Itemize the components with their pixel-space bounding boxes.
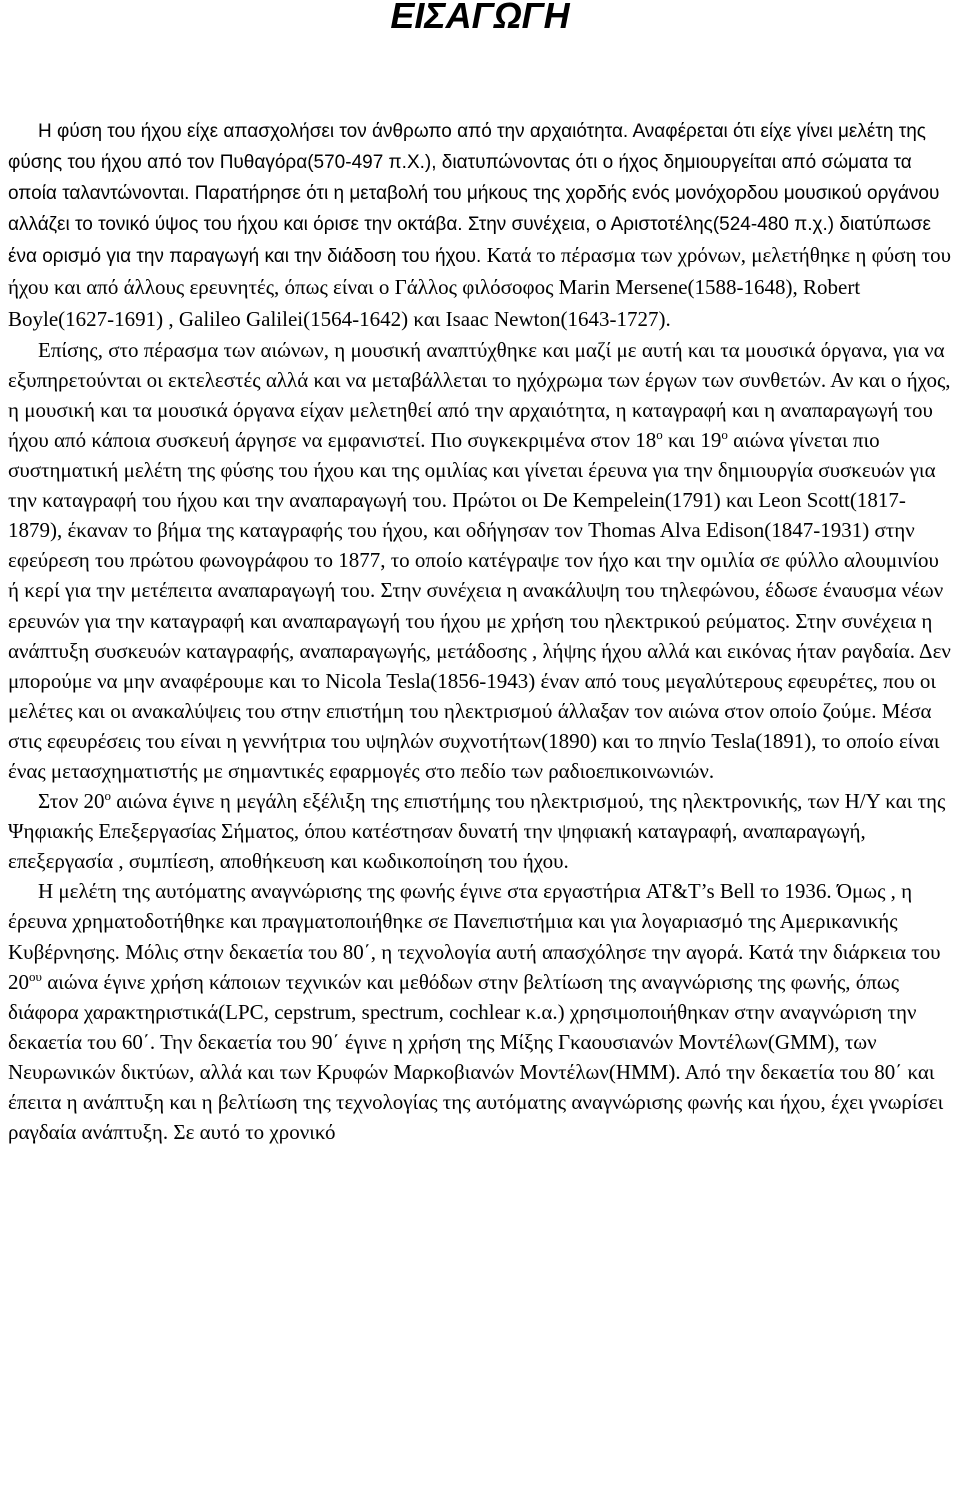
paragraph-2-text-b: και 19 bbox=[662, 427, 722, 452]
page-title: ΕΙΣΑΓΩΓΗ bbox=[390, 0, 570, 36]
paragraph-4-text-a: Η μελέτη της αυτόματης αναγνώρισης της φωνής έγινε στα εργαστήρια AT&T’s Bell το 1936. Όμως , η έρευνα χρηματοδοτήθηκε και πραγματοποιήθηκε σε Πανεπιστήμια και για λογαριασμό της Αμερικανικής Κυβέρνησης. Μόλις στην δεκαετία του 80΄, η τεχνολογία αυτή απασχόλησε την αγορά. Κατά την διάρκεια του 20 bbox=[8, 879, 941, 994]
paragraph-3-text-a: Στον 20 bbox=[38, 789, 105, 814]
document-body bbox=[8, 116, 952, 1147]
ordinal-superscript: ου bbox=[29, 968, 42, 984]
paragraph-3 bbox=[8, 786, 952, 876]
paragraph-1-researchers: Κατά το πέρασμα των χρόνων, μελετήθηκε η φύση του ήχου και από άλλους ερευνητές, όπως είναι ο Γάλλος φιλόσοφος Marin Mersene(1588-1648), Robert Boyle(1627-1691) , Galileo Galilei(1564-1642) και Isaac Newton(1643-1727). bbox=[8, 243, 952, 331]
paragraph-1-intro: Η φύση του ήχου είχε απασχολήσει τον άνθρωπο από την αρχαιότητα. Αναφέρεται ότι είχε γίνει μελέτη της φύσης του ήχου από τον Πυθαγόρα(570-497 π.Χ.), διατυπώνοντας ότι ο ήχος δημιουργείται από σώματα τα οποία ταλαντώνονται. Παρατήρησε ότι η μεταβολή του μήκους της χορδής ενός μονόχορδου μουσικού οργάνου αλλάζει το τονικό ύψος του ήχου και όρισε την οκτάβα. Στην συνέχεια, ο Αριστοτέλης(524-480 π.χ.) διατύπωσε ένα ορισμό για την παραγωγή και την διάδοση του ήχου. bbox=[8, 121, 940, 268]
ordinal-superscript: ο bbox=[721, 426, 728, 442]
paragraph-2 bbox=[8, 335, 952, 786]
ordinal-superscript: ο bbox=[656, 426, 663, 442]
paragraph-1 bbox=[8, 116, 952, 335]
paragraph-3-text-b: αιώνα έγινε η μεγάλη εξέλιξη της επιστήμης του ηλεκτρισμού, της ηλεκτρονικής, των Η/Υ και της Ψηφιακής Επεξεργασίας Σήματος, όπου κατέστησαν δυνατή την ψηφιακή καταγραφή, αναπαραγωγή, επεξεργασία , συμπίεση, αποθήκευση και κωδικοποίηση του ήχου. bbox=[8, 789, 946, 874]
ordinal-superscript: ο bbox=[104, 788, 112, 804]
paragraph-4 bbox=[8, 876, 952, 1147]
paragraph-2-text-a: Επίσης, στο πέρασμα των αιώνων, η μουσική αναπτύχθηκε και μαζί με αυτή και τα μουσικά όργανα, για να εξυπηρετούνται οι εκτελεστές αλλά και να μεταβάλλεται το ηχόχρωμα των έργων των συνθετών. Αν και ο ήχος, η μουσική και τα μουσικά όργανα είχαν μελετηθεί από την αρχαιότητα, η καταγραφή και η αναπαραγωγή του ήχου από κάποια συσκευή άργησε να εμφανιστεί. Πιο συγκεκριμένα στον 18 bbox=[8, 337, 951, 452]
paragraph-4-text-b: αιώνα έγινε χρήση κάποιων τεχνικών και μεθόδων στην βελτίωση της αναγνώρισης της φωνής, όπως διάφορα χαρακτηριστικά(LPC, cepstrum, spectrum, cochlear κ.α.) χρησιμοποιήθηκαν στην αναγνώριση την δεκαετία του 60΄. Την δεκαετία του 90΄ έγινε η χρήση της Μίξης Γκαουσιανών Μοντέλων(GMM), των Νευρωνικών δικτύων, αλλά και των Κρυφών Μαρκοβιανών Μοντέλων(HMM). Από την δεκαετία του 80΄ και έπειτα η ανάπτυξη και η βελτίωση της τεχνολογίας της αυτόματης αναγνώρισης φωνής και ήχου, έχει γνωρίσει ραγδαία ανάπτυξη. Σε αυτό το χρονικό bbox=[8, 969, 944, 1145]
paragraph-2-text-c: αιώνα γίνεται πιο συστηματική μελέτη της φύσης του ήχου και της ομιλίας και γίνεται έρευνα για την δημιουργία συσκευών για την καταγραφή του ήχου και την αναπαραγωγή του. Πρώτοι οι De Kempelein(1791) και Leon Scott(1817-1879), έκαναν το βήμα της καταγραφής του ήχου, και οδήγησαν τον Thomas Alva Edison(1847-1931) στην εφεύρεση του πρώτου φωνογράφου το 1877, το οποίο κατέγραψε τον ήχο και την ομιλία σε φύλλο αλουμινίου ή κερί για την μετέπειτα αναπαραγωγή του. Στην συνέχεια η ανακάλυψη του τηλεφώνου, έδωσε έναυσμα νέων ερευνών για την καταγραφή και αναπαραγωγή του ήχου με χρήση του ηλεκτρικού ρεύματος. Στην συνέχεια η ανάπτυξη συσκευών καταγραφής, αναπαραγωγής, μετάδοσης , λήψης ήχου αλλά και εικόνας ήταν ραγδαία. Δεν μπορούμε να μην αναφέρουμε και το Nicola Tesla(1856-1943) έναν από τους μεγαλύτερους εφευρέτες, που οι μελέτες και οι ανακαλύψεις του στην επιστήμη του ηλεκτρισμού άλλαξαν τον αιώνα στον οποίο ζούμε. Μέσα στις εφευρέσεις του είναι η γεννήτρια του υψηλών συχνοτήτων(1890) και το πηνίο Tesla(1891), το οποίο είναι ένας μετασχηματιστής με σημαντικές εφαρμογές στο πεδίο των ραδιοεπικοινωνιών. bbox=[8, 427, 951, 783]
